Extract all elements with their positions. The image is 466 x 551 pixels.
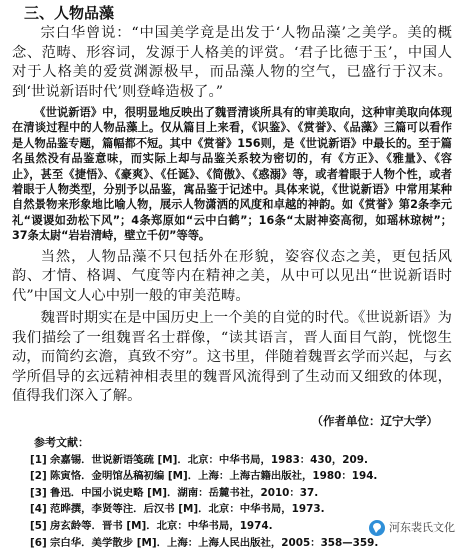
speech-bubble-icon (369, 520, 385, 536)
references-title: 参考文献： (34, 435, 89, 449)
reference-text: 宗白华．美学散步 [M]．上海：上海人民出版社，2005：358—359. (50, 536, 379, 549)
body-paragraph-3: 魏晋时期实在是中国历史上一个美的自觉的时代。《世说新语》为我们描绘了一组魏晋名士群像，“读其语言，晋人面目气韵，恍惚生动，而简约玄澹，真致不穷”。这书里，伴随着魏晋玄学而兴起，与玄学所倡导的玄远精神相表里的魏晋风流得到了生动而又细致的体现，值得我们深入了解。 (12, 310, 452, 405)
reference-text: 房玄龄等．晋书 [M]．北京：中华书局，1974. (50, 520, 273, 533)
watermark (366, 519, 458, 537)
reference-number: [1] (30, 453, 47, 466)
reference-text: 范晔撰，李贤等注．后汉书 [M]．北京：中华书局，1973. (50, 503, 325, 516)
reference-text: 余嘉锡．世说新语笺疏 [M]．北京：中华书局，1983：430，209. (50, 453, 368, 466)
reference-number: [5] (30, 520, 47, 533)
reference-item (30, 501, 452, 518)
reference-number: [4] (30, 503, 47, 516)
body-paragraph-2: 当然，人物品藻不只包括外在形貌，姿容仪态之美，更包括风韵、才情、格调、气度等内在精神之美，从中可以见出“世说新语时代”中国文人心中别一般的审美范畴。 (12, 248, 452, 304)
reference-item (30, 485, 452, 502)
reference-text: 鲁迅．中国小说史略 [M]．湖南：岳麓书社，2010：37. (50, 486, 319, 499)
reference-text: 陈寅恪．金明馆丛稿初编 [M]．上海：上海古籍出版社，1980：194. (50, 470, 378, 483)
reference-item (30, 468, 452, 485)
watermark-text: 河东裴氏文化 (389, 521, 455, 534)
reference-number: [2] (30, 470, 47, 483)
author-affiliation: （作者单位：辽宁大学） (311, 413, 438, 428)
reference-number: [3] (30, 486, 47, 499)
section-heading: 三、人物品藻 (24, 4, 115, 22)
body-paragraph-1: 宗白华曾说：“中国美学竟是出发于‘人物品藻’之美学。美的概念、范畴、形容词，发源于人格美的评赏。‘君子比德于玉’，中国人对于人格美的爱赏渊源极早，而品藻人物的空气，已盛行于汉末。到‘世说新语时代’则登峰造极了。” (12, 25, 452, 100)
annotation-note: 《世说新语》中，很明显地反映出了魏晋清谈所具有的审美取向，这种审美取向体现在清谈过程中的人物品藻上。仅从篇目上来看，《识鉴》、《赏誉》、《品藻》三篇可以看作是人物品鉴专题，篇幅都不短。其中《赏誉》156则，是《世说新语》中最长的。至于篇名虽然没有品鉴意味，而实际上却与品鉴关系较为密切的，有《方正》、《雅量》、《容止》，甚至《捷悟》、《豪爽》、《任诞》、《简傲》、《惑溺》等，或者着眼于人物个性，或者着眼于人物类型，分别予以品鉴，寓品鉴于记述中。具体来说，《世说新语》中常用某种自然景物来形象地比喻人物，展示人物潇洒的风度和卓越的神韵。如《赏誉》第2条李元礼“谡谡如劲松下风”；4条郑原如“云中白鹤”；16条“太尉神姿高彻，如瑶林琼树”；37条太尉“岩岩清峙，壁立千仞”等等。 (12, 106, 452, 243)
reference-item (30, 452, 452, 469)
reference-number: [6] (30, 536, 47, 549)
reference-item (30, 535, 452, 551)
